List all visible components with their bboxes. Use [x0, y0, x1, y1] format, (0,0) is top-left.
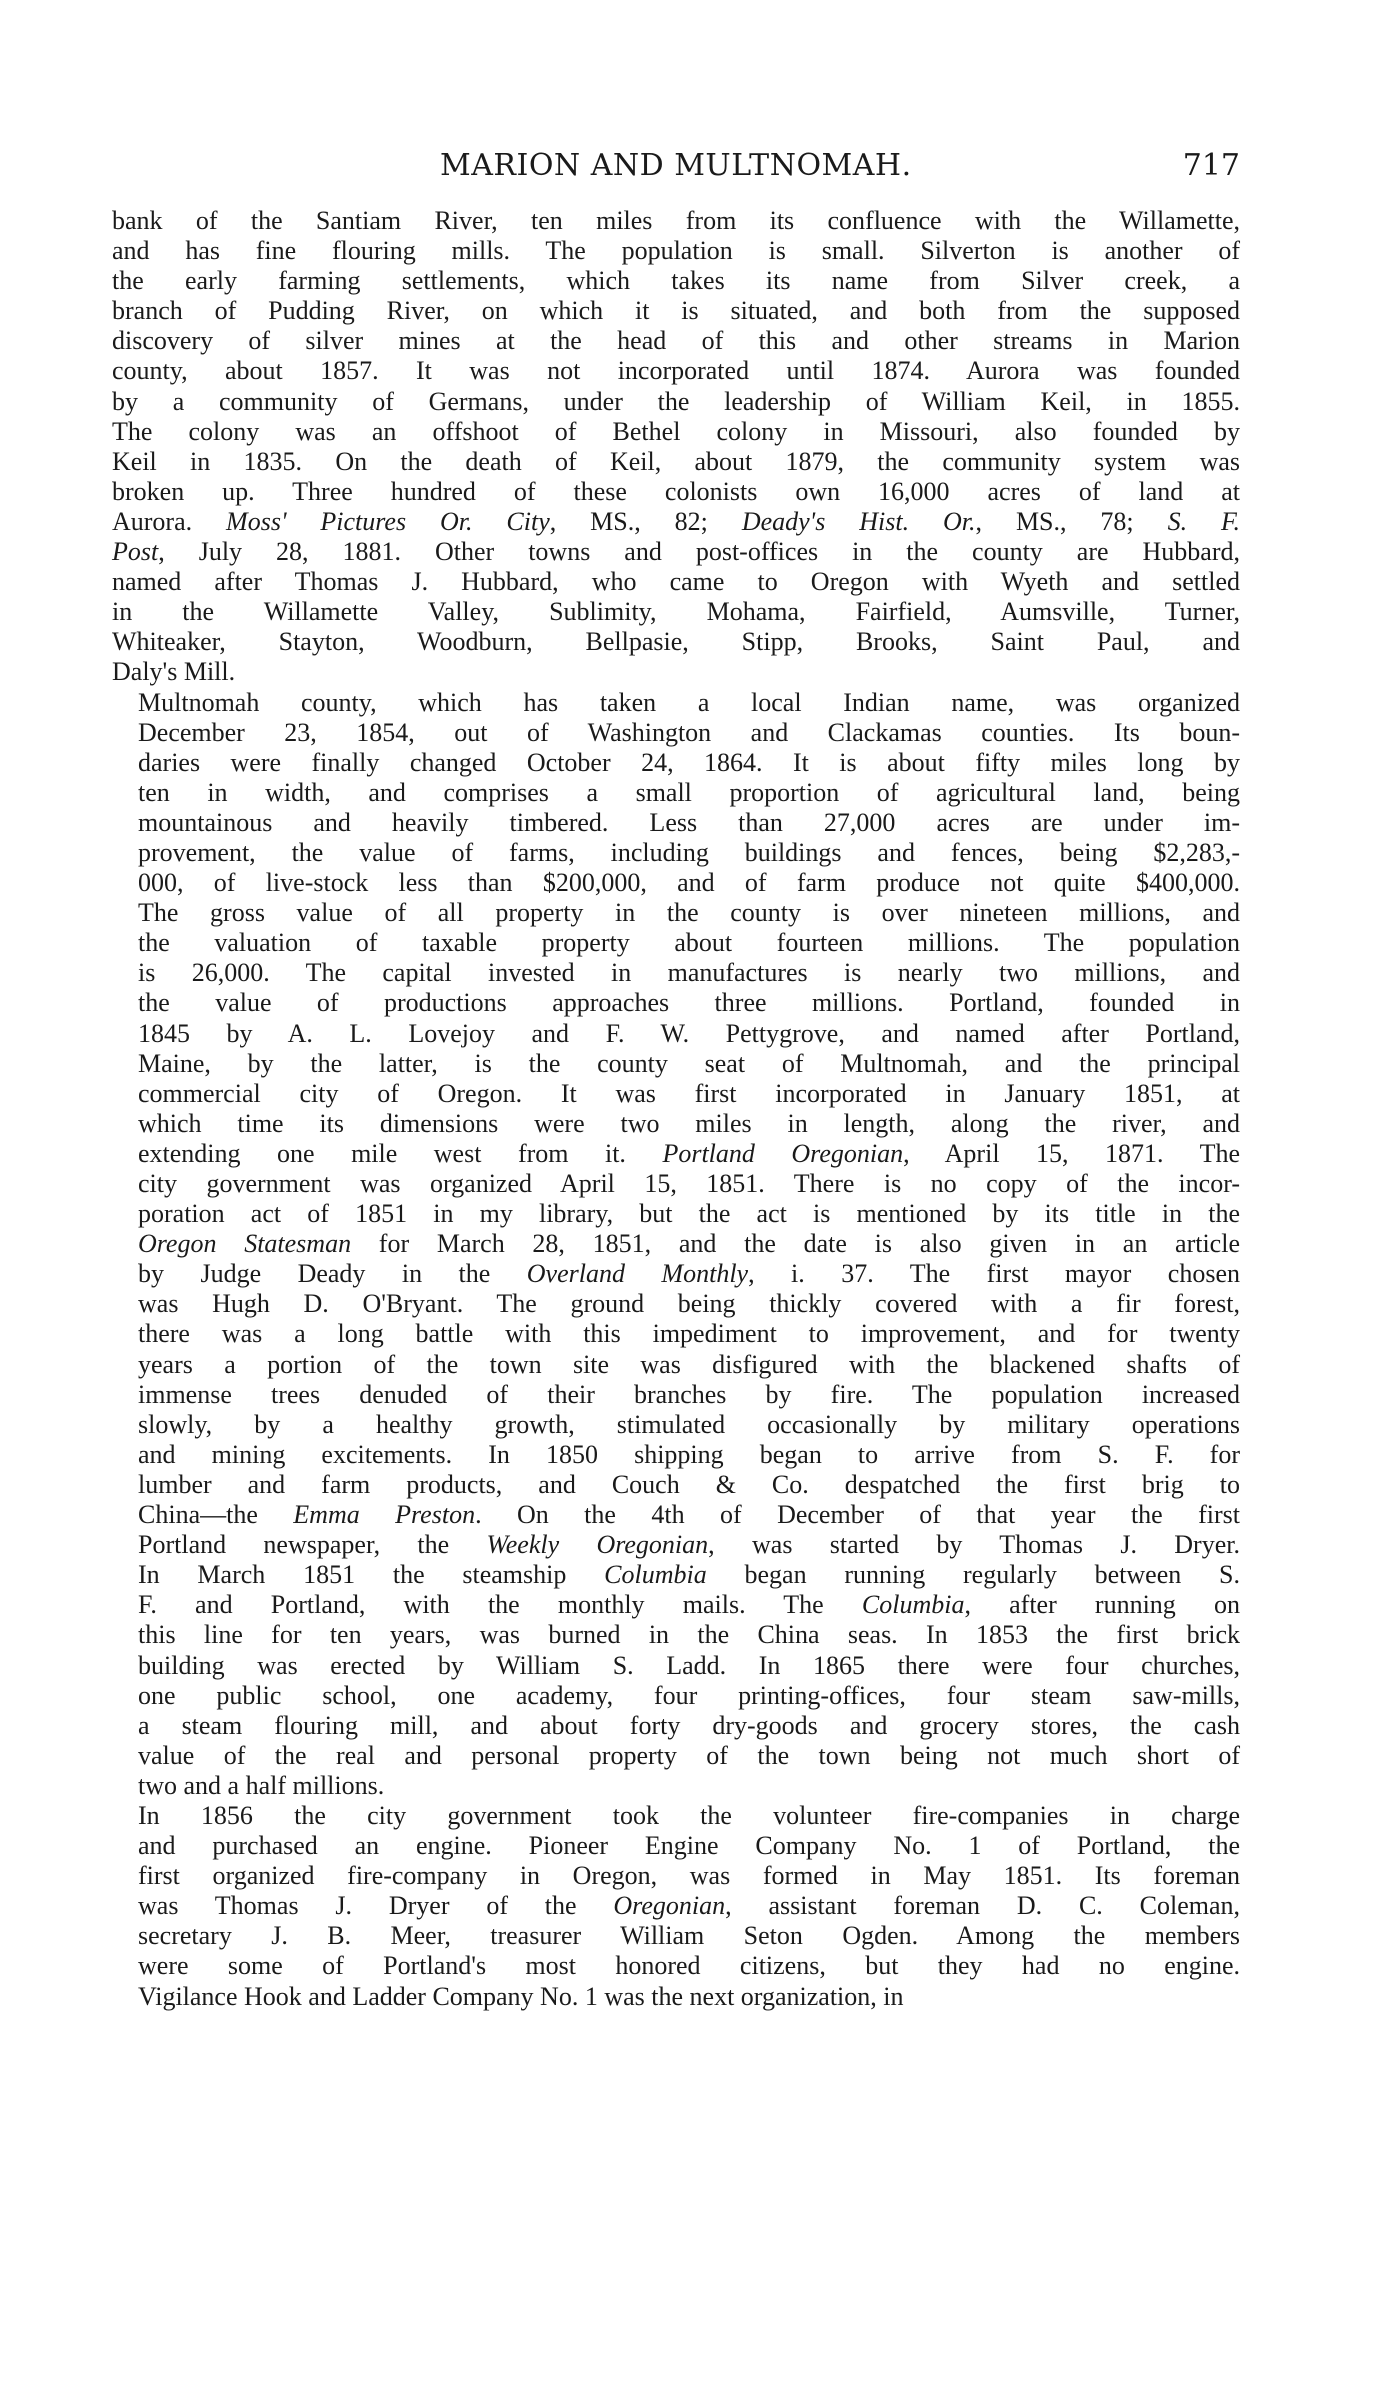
text-line: and purchased an engine. Pioneer Engine Company No. 1 of Portland, the	[138, 1831, 1240, 1861]
text-line: mountainous and heavily timbered. Less than 27,000 acres are under im-	[138, 807, 1240, 837]
running-title: MARION AND MULTNOMAH.	[440, 148, 912, 183]
text-line: the early farming settlements, which takes its name from Silver creek, a	[112, 266, 1240, 296]
text-line: Maine, by the latter, is the county seat of Multnomah, and the principal	[138, 1048, 1240, 1078]
text-line: bank of the Santiam River, ten miles from its confluence with the Willamette,	[112, 206, 1240, 235]
text-line: 1845 by A. L. Lovejoy and F. W. Pettygrove, and named after Portland,	[138, 1018, 1240, 1048]
text-line: In 1856 the city government took the volunteer fire-companies in charge	[138, 1800, 1240, 1830]
text-line: were some of Portland's most honored citizens, but they had no engine.	[138, 1951, 1240, 1981]
page-number: 717	[1182, 148, 1240, 183]
text-line: named after Thomas J. Hubbard, who came to Oregon with Wyeth and settled	[112, 567, 1240, 597]
text-line: slowly, by a healthy growth, stimulated occasionally by military operations	[138, 1409, 1240, 1439]
text-line: immense trees denuded of their branches by fire. The population increased	[138, 1379, 1240, 1409]
text-line: discovery of silver mines at the head of this and other streams in Marion	[112, 326, 1240, 356]
text-line: one public school, one academy, four printing-offices, four steam saw-mills,	[138, 1680, 1240, 1710]
paragraph-multnomah-county	[112, 688, 1240, 1801]
text-line: was Hugh D. O'Bryant. The ground being thickly covered with a fir forest,	[138, 1289, 1240, 1319]
text-line: years a portion of the town site was disfigured with the blackened shafts of	[138, 1349, 1240, 1379]
text-line: two and a half millions.	[138, 1770, 385, 1800]
text-line: building was erected by William S. Ladd. In 1865 there were four churches,	[138, 1650, 1240, 1680]
text-line: extending one mile west from it. Portland Oregonian, April 15, 1871. The	[138, 1138, 1240, 1168]
text-line: county, about 1857. It was not incorporated until 1874. Aurora was founded	[112, 356, 1240, 386]
page-header	[110, 148, 1240, 188]
text-line: Oregon Statesman for March 28, 1851, and the date is also given in an article	[138, 1229, 1240, 1259]
text-line: was Thomas J. Dryer of the Oregonian, assistant foreman D. C. Coleman,	[138, 1891, 1240, 1921]
paragraph-santiam-towns	[112, 206, 1240, 688]
text-line: The colony was an offshoot of Bethel colony in Missouri, also founded by	[112, 416, 1240, 446]
text-line: value of the real and personal property of the town being not much short of	[138, 1740, 1240, 1770]
text-line: the value of productions approaches three millions. Portland, founded in	[138, 988, 1240, 1018]
text-line: Vigilance Hook and Ladder Company No. 1 was the next organization, in	[138, 1981, 904, 2011]
text-line: provement, the value of farms, including buildings and fences, being $2,283,-	[138, 837, 1240, 867]
text-line: 000, of live-stock less than $200,000, and of farm produce not quite $400,000.	[138, 868, 1240, 898]
text-line: broken up. Three hundred of these colonists own 16,000 acres of land at	[112, 476, 1240, 506]
text-line: F. and Portland, with the monthly mails. The Columbia, after running on	[138, 1590, 1240, 1620]
text-line: The gross value of all property in the county is over nineteen millions, and	[138, 898, 1240, 928]
text-line: is 26,000. The capital invested in manufactures is nearly two millions, and	[138, 958, 1240, 988]
text-line: December 23, 1854, out of Washington and Clackamas counties. Its boun-	[138, 717, 1240, 747]
text-line: city government was organized April 15, 1851. There is no copy of the incor-	[138, 1169, 1240, 1198]
text-line: Portland newspaper, the Weekly Oregonian, was started by Thomas J. Dryer.	[138, 1530, 1240, 1560]
text-line: there was a long battle with this impediment to improvement, and for twenty	[138, 1319, 1240, 1349]
text-line: ten in width, and comprises a small proportion of agricultural land, being	[138, 777, 1240, 807]
text-line: first organized fire-company in Oregon, was formed in May 1851. Its foreman	[138, 1861, 1240, 1891]
text-line: which time its dimensions were two miles in length, along the river, and	[138, 1108, 1240, 1138]
text-line: this line for ten years, was burned in the China seas. In 1853 the first brick	[138, 1620, 1240, 1650]
text-line: and has fine flouring mills. The population is small. Silverton is another of	[112, 236, 1240, 266]
text-line: China—the Emma Preston. On the 4th of December of that year the first	[138, 1500, 1241, 1530]
text-line: Whiteaker, Stayton, Woodburn, Bellpasie, Stipp, Brooks, Saint Paul, and	[112, 627, 1240, 657]
text-line: lumber and farm products, and Couch & Co. despatched the first brig to	[138, 1469, 1240, 1499]
text-line: Aurora. Moss' Pictures Or. City, MS., 82; Deady's Hist. Or., MS., 78; S. F.	[112, 506, 1241, 536]
text-line: Daly's Mill.	[112, 657, 236, 687]
text-line: secretary J. B. Meer, treasurer William Seton Ogden. Among the members	[138, 1921, 1240, 1951]
text-line: In March 1851 the steamship Columbia began running regularly between S.	[138, 1560, 1241, 1590]
text-line: by a community of Germans, under the leadership of William Keil, in 1855.	[112, 386, 1240, 416]
paragraph-fire-companies	[112, 1801, 1240, 2012]
text-line: Keil in 1835. On the death of Keil, about 1879, the community system was	[112, 446, 1240, 476]
text-line: in the Willamette Valley, Sublimity, Mohama, Fairfield, Aumsville, Turner,	[112, 597, 1240, 627]
text-line: and mining excitements. In 1850 shipping began to arrive from S. F. for	[138, 1439, 1240, 1469]
text-line: Multnomah county, which has taken a local Indian name, was organized	[138, 687, 1240, 717]
text-line: daries were finally changed October 24, 1864. It is about fifty miles long by	[138, 747, 1240, 777]
body-text	[112, 206, 1240, 2012]
text-line: the valuation of taxable property about fourteen millions. The population	[138, 928, 1240, 958]
text-line: a steam flouring mill, and about forty dry-goods and grocery stores, the cash	[138, 1710, 1240, 1740]
text-line: Post, July 28, 1881. Other towns and post-offices in the county are Hubbard,	[112, 537, 1240, 567]
text-line: commercial city of Oregon. It was first incorporated in January 1851, at	[138, 1078, 1240, 1108]
text-line: poration act of 1851 in my library, but the act is mentioned by its title in the	[138, 1199, 1240, 1229]
text-line: branch of Pudding River, on which it is situated, and both from the supposed	[112, 296, 1240, 326]
text-line: by Judge Deady in the Overland Monthly, i. 37. The first mayor chosen	[138, 1259, 1240, 1289]
